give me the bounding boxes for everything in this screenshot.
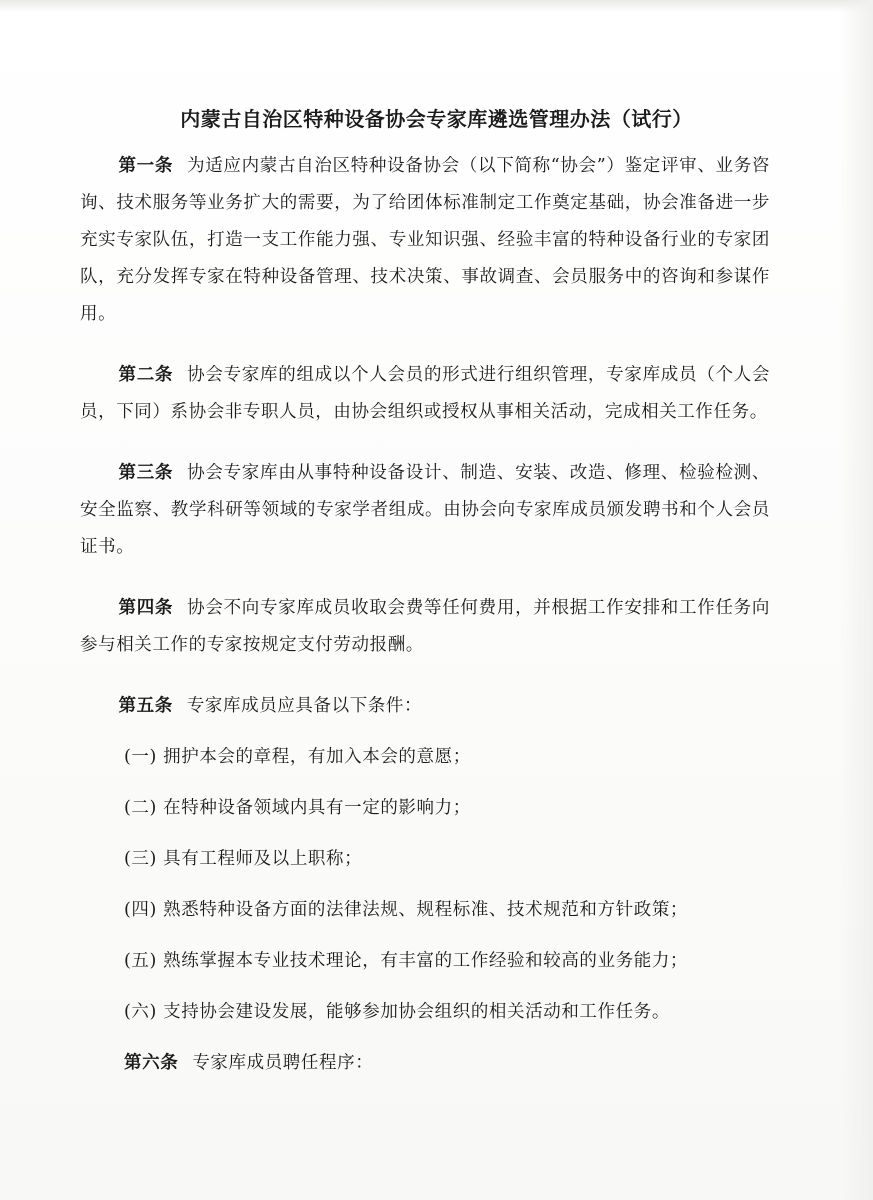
scan-top-shadow	[0, 0, 873, 12]
condition-item-3: (三) 具有工程师及以上职称；	[124, 849, 363, 869]
article-5	[80, 688, 770, 725]
condition-item-4: (四) 熟悉特种设备方面的法律法规、规程标准、技术规范和方针政策；	[124, 900, 689, 920]
article-3-text: 协会专家库由从事特种设备设计、制造、安装、改造、修理、检验检测、安全监察、教学科研等领域的专家学者组成。由协会向专家库成员颁发聘书和个人会员证书。	[80, 463, 770, 557]
article-2-text: 协会专家库的组成以个人会员的形式进行组织管理，专家库成员（个人会员，下同）系协会非专职人员，由协会组织或授权从事相关活动，完成相关工作任务。	[80, 365, 770, 422]
article-1-text: 为适应内蒙古自治区特种设备协会（以下简称“协会”）鉴定评审、业务咨询、技术服务等业务扩大的需要，为了给团体标准制定工作奠定基础，协会准备进一步充实专家队伍，打造一支工作能力强、专业知识强、经验丰富的特种设备行业的专家团队，充分发挥专家在特种设备管理、技术决策、事故调查、会员服务中的咨询和参谋作用。	[80, 156, 770, 324]
article-6	[80, 1045, 770, 1082]
condition-item-6: (六) 支持协会建设发展，能够参加协会组织的相关活动和工作任务。	[124, 1002, 670, 1022]
article-2	[80, 357, 770, 431]
article-4	[80, 590, 770, 664]
article-6-heading: 第六条	[124, 1053, 179, 1073]
article-1-heading: 第一条	[118, 156, 174, 176]
article-5-text: 专家库成员应具备以下条件：	[186, 696, 423, 716]
article-4-text: 协会不向专家库成员收取会费等任何费用，并根据工作安排和工作任务向参与相关工作的专家按规定支付劳动报酬。	[80, 598, 770, 655]
article-4-heading: 第四条	[118, 598, 174, 618]
condition-item-2: (二) 在特种设备领域内具有一定的影响力；	[124, 798, 471, 818]
article-5-heading: 第五条	[118, 696, 173, 716]
article-1	[80, 148, 770, 333]
article-3-heading: 第三条	[118, 463, 174, 483]
article-3	[80, 455, 770, 566]
document-body	[80, 148, 770, 1082]
article-2-heading: 第二条	[118, 365, 174, 385]
condition-item-5: (五) 熟练掌握本专业技术理论，有丰富的工作经验和较高的业务能力；	[124, 951, 689, 971]
article-6-text: 专家库成员聘任程序：	[192, 1053, 374, 1073]
document-title: 内蒙古自治区特种设备协会专家库遴选管理办法（试行）	[180, 107, 693, 131]
scan-right-shadow	[839, 0, 873, 1200]
condition-item-1: (一) 拥护本会的章程，有加入本会的意愿；	[124, 747, 471, 767]
